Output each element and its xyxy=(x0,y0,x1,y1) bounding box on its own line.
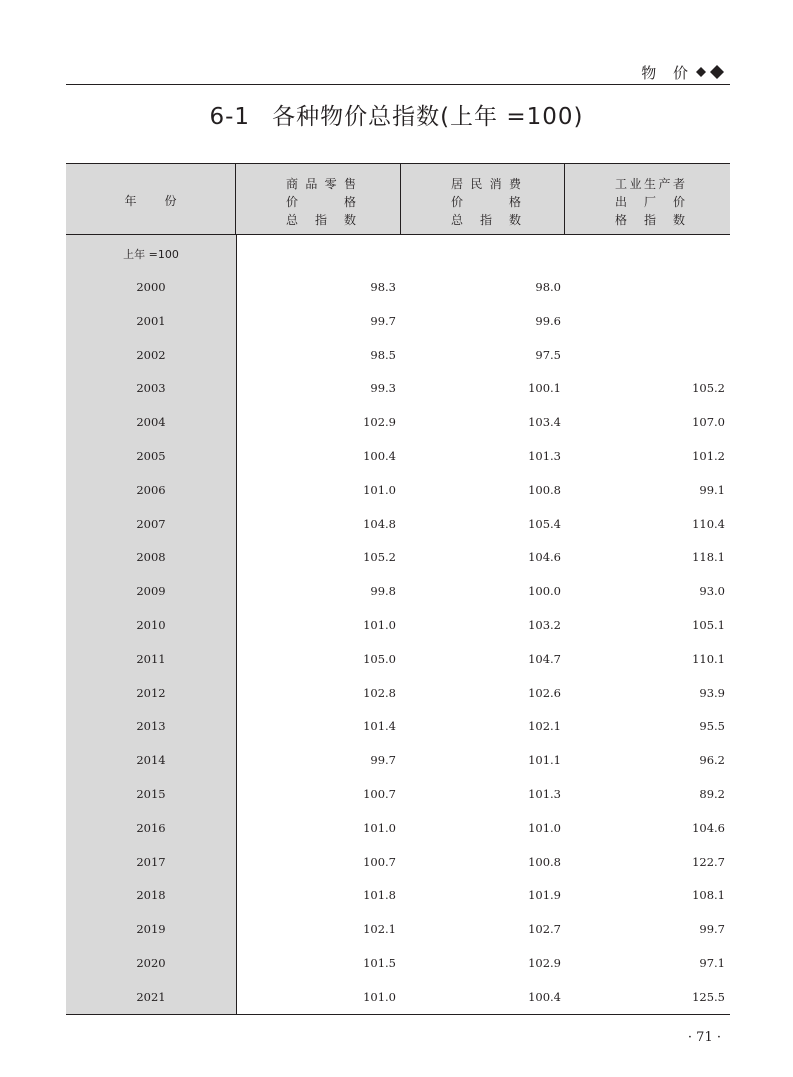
retail-value: 99.7 xyxy=(370,753,396,768)
column-header-line: 格指数 xyxy=(615,213,685,227)
producer-value: 104.6 xyxy=(692,820,725,835)
consumer-value: 100.4 xyxy=(528,989,561,1004)
consumer-value: 105.4 xyxy=(528,516,561,531)
year-cell: 2001 xyxy=(136,313,166,328)
unit-label: 上年 =100 xyxy=(123,248,179,261)
column-header-retail xyxy=(236,164,401,234)
table-row xyxy=(66,920,730,940)
table-row xyxy=(66,650,730,670)
table-row xyxy=(66,346,730,366)
producer-value: 122.7 xyxy=(692,854,725,869)
year-cell: 2013 xyxy=(136,719,166,734)
consumer-value: 102.6 xyxy=(528,685,561,700)
table-row xyxy=(66,616,730,636)
retail-value: 99.7 xyxy=(370,313,396,328)
year-cell: 2012 xyxy=(136,685,166,700)
producer-value: 99.7 xyxy=(699,922,725,937)
retail-value: 102.8 xyxy=(363,685,396,700)
retail-value: 100.4 xyxy=(363,449,396,463)
producer-value: 108.1 xyxy=(692,888,725,903)
producer-value: 107.0 xyxy=(692,415,725,430)
consumer-value: 98.0 xyxy=(535,280,561,294)
year-cell: 2017 xyxy=(136,854,166,869)
consumer-value: 101.3 xyxy=(528,787,561,801)
retail-value: 98.3 xyxy=(370,280,396,294)
table-row xyxy=(66,684,730,704)
consumer-value: 102.1 xyxy=(528,719,561,734)
table-row xyxy=(66,819,730,839)
column-header-line: 价格 xyxy=(286,195,356,209)
retail-value: 99.3 xyxy=(370,381,396,396)
retail-value: 104.8 xyxy=(363,516,396,531)
producer-value: 105.2 xyxy=(692,381,725,396)
table-number: 6-1 xyxy=(209,104,251,130)
retail-value: 101.0 xyxy=(363,618,396,632)
year-cell: 2018 xyxy=(136,888,166,903)
year-cell: 2009 xyxy=(136,584,166,599)
producer-value: 125.5 xyxy=(692,989,725,1004)
table-row xyxy=(66,853,730,873)
column-header-line: 出厂价 xyxy=(615,195,685,209)
year-cell: 2008 xyxy=(136,550,166,565)
price-index-table xyxy=(66,163,730,1015)
retail-value: 100.7 xyxy=(363,854,396,869)
table-row xyxy=(66,278,730,298)
unit-row xyxy=(66,244,730,264)
producer-value: 93.0 xyxy=(699,584,725,599)
consumer-value: 100.8 xyxy=(528,482,561,497)
consumer-value: 100.0 xyxy=(528,584,561,599)
retail-value: 102.9 xyxy=(363,415,396,430)
double-diamond-icon xyxy=(696,65,728,79)
table-header xyxy=(66,164,730,235)
year-cell: 2014 xyxy=(136,753,166,768)
table-row xyxy=(66,954,730,974)
consumer-value: 100.1 xyxy=(528,381,561,396)
producer-value: 110.1 xyxy=(692,651,725,666)
year-cell: 2016 xyxy=(136,820,166,835)
year-cell: 2020 xyxy=(136,956,166,970)
retail-value: 101.4 xyxy=(363,719,396,734)
producer-value: 97.1 xyxy=(699,956,725,970)
table-row xyxy=(66,548,730,568)
year-cell: 2004 xyxy=(136,415,166,430)
year-cell: 2005 xyxy=(136,449,166,463)
producer-value: 118.1 xyxy=(692,550,725,565)
consumer-value: 97.5 xyxy=(535,347,561,362)
retail-value: 105.2 xyxy=(363,550,396,565)
producer-value: 93.9 xyxy=(699,685,725,700)
producer-value: 110.4 xyxy=(692,516,725,531)
column-header-line: 价格 xyxy=(451,195,521,209)
producer-value: 101.2 xyxy=(692,449,725,463)
consumer-value: 103.2 xyxy=(528,618,561,632)
year-cell: 2000 xyxy=(136,280,166,294)
column-header-line: 工业生产者 xyxy=(615,177,685,191)
consumer-value: 101.0 xyxy=(528,820,561,835)
producer-value: 95.5 xyxy=(699,719,725,734)
year-cell: 2002 xyxy=(136,347,166,362)
running-head-text: 物 价 xyxy=(641,64,694,82)
retail-value: 105.0 xyxy=(363,651,396,666)
column-header-consumer xyxy=(401,164,565,234)
table-row xyxy=(66,379,730,399)
year-cell: 2021 xyxy=(136,989,166,1004)
retail-value: 102.1 xyxy=(363,922,396,937)
consumer-value: 104.7 xyxy=(528,651,561,666)
consumer-value: 101.1 xyxy=(528,753,561,768)
column-header-line: 居民消费 xyxy=(451,177,521,191)
table-row xyxy=(66,717,730,737)
stub-header-label: 年份 xyxy=(124,194,205,208)
page-title xyxy=(0,98,793,131)
column-header-line: 总指数 xyxy=(451,213,521,227)
retail-value: 99.8 xyxy=(370,584,396,599)
consumer-value: 99.6 xyxy=(535,313,561,328)
table-row xyxy=(66,413,730,433)
year-cell: 2019 xyxy=(136,922,166,937)
table-row xyxy=(66,582,730,602)
year-cell: 2010 xyxy=(136,618,166,632)
producer-value: 96.2 xyxy=(699,753,725,768)
table-row xyxy=(66,447,730,467)
retail-value: 101.0 xyxy=(363,482,396,497)
retail-value: 101.8 xyxy=(363,888,396,903)
table-row xyxy=(66,481,730,501)
stub-header xyxy=(66,164,236,234)
running-head xyxy=(66,58,730,85)
table-row xyxy=(66,886,730,906)
table-row xyxy=(66,312,730,332)
producer-value: 99.1 xyxy=(699,482,725,497)
year-cell: 2003 xyxy=(136,381,166,396)
table-row xyxy=(66,988,730,1008)
producer-value: 105.1 xyxy=(692,618,725,632)
table-row xyxy=(66,751,730,771)
year-cell: 2015 xyxy=(136,787,166,801)
table-row xyxy=(66,785,730,805)
year-cell: 2006 xyxy=(136,482,166,497)
column-header-line: 商品零售 xyxy=(286,177,356,191)
column-header-line: 总指数 xyxy=(286,213,356,227)
table-row xyxy=(66,515,730,535)
consumer-value: 101.3 xyxy=(528,449,561,463)
consumer-value: 104.6 xyxy=(528,550,561,565)
consumer-value: 102.7 xyxy=(528,922,561,937)
producer-value: 89.2 xyxy=(699,787,725,801)
retail-value: 101.5 xyxy=(363,956,396,970)
column-header-producer xyxy=(565,164,730,234)
year-cell: 2007 xyxy=(136,516,166,531)
year-cell: 2011 xyxy=(136,651,166,666)
retail-value: 101.0 xyxy=(363,820,396,835)
retail-value: 100.7 xyxy=(363,787,396,801)
consumer-value: 102.9 xyxy=(528,956,561,970)
consumer-value: 103.4 xyxy=(528,415,561,430)
page-number: · 71 · xyxy=(687,1030,721,1045)
consumer-value: 101.9 xyxy=(528,888,561,903)
retail-value: 101.0 xyxy=(363,989,396,1004)
table-title: 各种物价总指数(上年 =100) xyxy=(272,104,584,130)
retail-value: 98.5 xyxy=(370,347,396,362)
consumer-value: 100.8 xyxy=(528,854,561,869)
